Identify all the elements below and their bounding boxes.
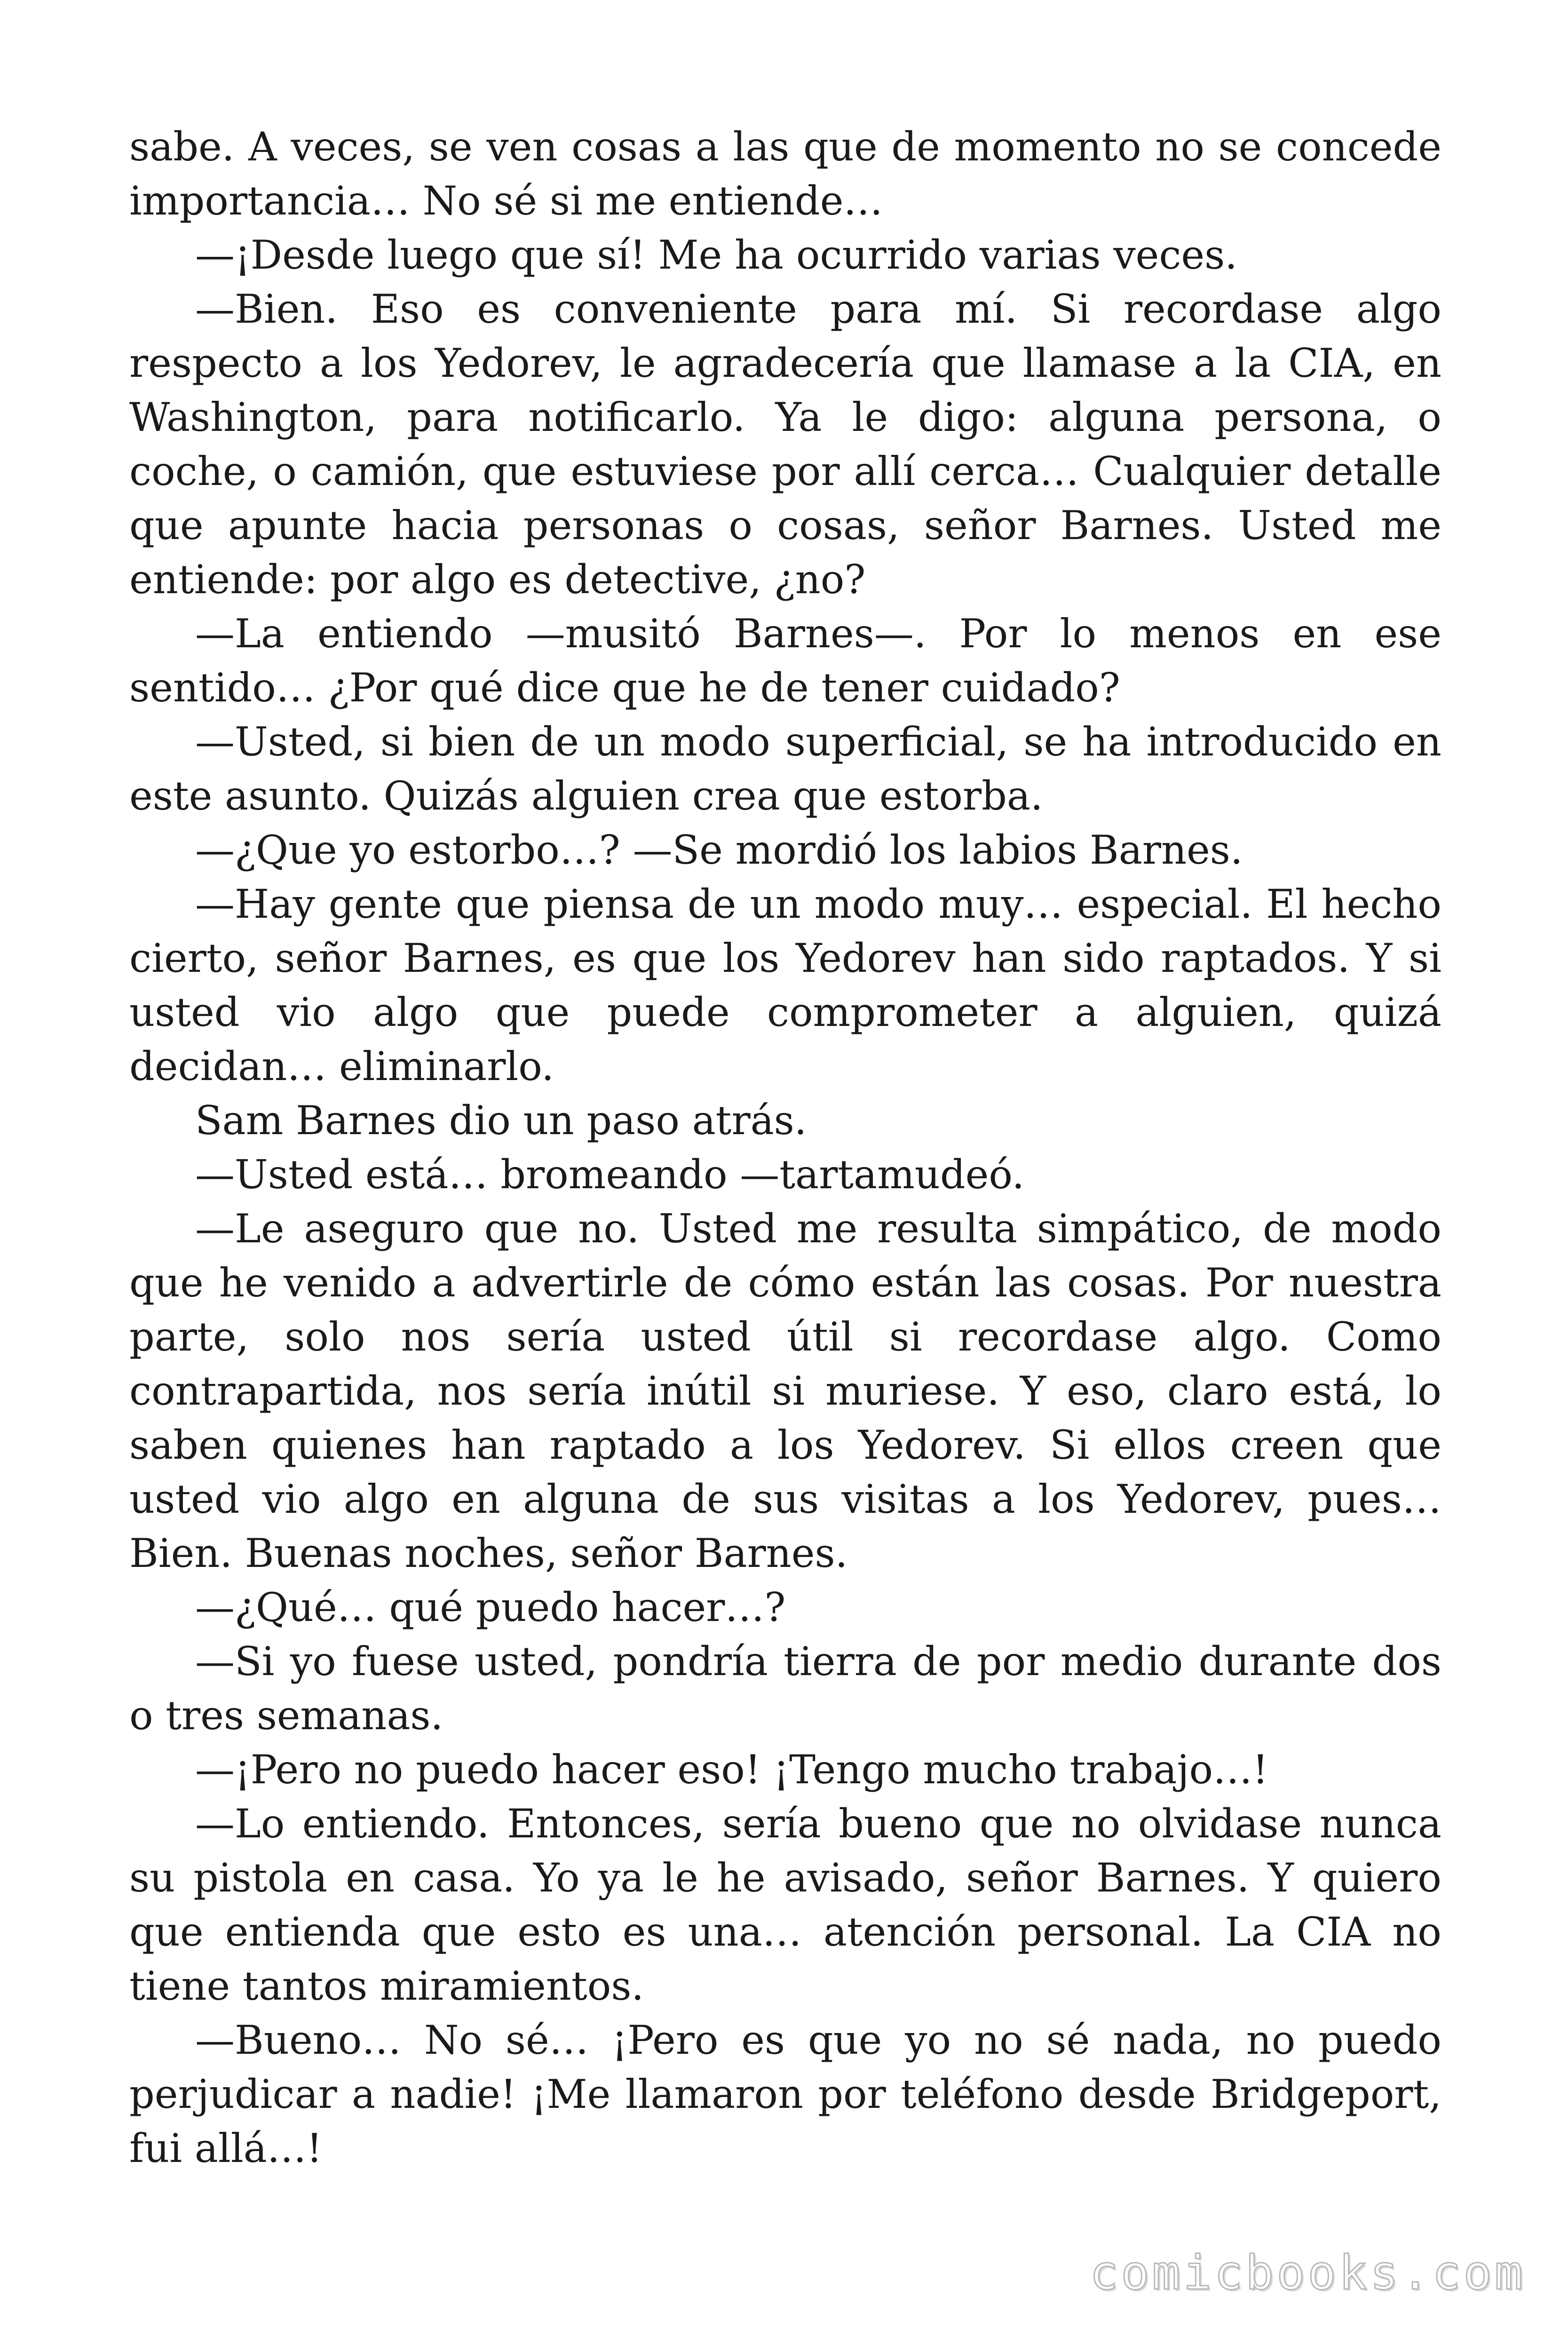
paragraph-12: —Si yo fuese usted, pondría tierra de por medio durante dos o tres semanas. xyxy=(129,1638,1441,1739)
paragraph-7: —Hay gente que piensa de un modo muy… especial. El hecho cierto, señor Barnes, es que los Yedorev han sido raptados. Y si usted vio algo que puede comprometer a alguien, quizá decidan… eliminarlo. xyxy=(129,881,1441,1089)
watermark: comicbooks.com xyxy=(1090,2245,1526,2300)
page-body xyxy=(129,120,1441,2176)
paragraph-1: sabe. A veces, se ven cosas a las que de momento no se concede importancia… No sé si me entiende… xyxy=(129,124,1441,224)
paragraph-14: —Lo entiendo. Entonces, sería bueno que no olvidase nunca su pistola en casa. Yo ya le he avisado, señor Barnes. Y quiero que entienda que esto es una… atención personal. La CIA no tiene tantos miramientos. xyxy=(129,1801,1441,2009)
paragraph-2: —¡Desde luego que sí! Me ha ocurrido varias veces. xyxy=(195,232,1237,278)
paragraph-9: —Usted está… bromeando —tartamudeó. xyxy=(195,1152,1025,1198)
paragraph-3: —Bien. Eso es conveniente para mí. Si recordase algo respecto a los Yedorev, le agradecería que llamase a la CIA, en Washington, para notificarlo. Ya le digo: alguna persona, o coche, o camión, que estuviese por allí cerca… Cualquier detalle que apunte hacia personas o cosas, señor Barnes. Usted me entiende: por algo es detective, ¿no? xyxy=(129,286,1441,603)
paragraph-13: —¡Pero no puedo hacer eso! ¡Tengo mucho trabajo…! xyxy=(195,1747,1268,1793)
paragraph-8: Sam Barnes dio un paso atrás. xyxy=(195,1097,807,1144)
paragraph-15: —Bueno… No sé… ¡Pero es que yo no sé nada, no puedo perjudicar a nadie! ¡Me llamaron por teléfono desde Bridgeport, fui allá…! xyxy=(129,2017,1441,2171)
paragraph-4: —La entiendo —musitó Barnes—. Por lo menos en ese sentido… ¿Por qué dice que he de tener cuidado? xyxy=(129,611,1441,711)
paragraph-11: —¿Qué… qué puedo hacer…? xyxy=(195,1584,786,1630)
paragraph-5: —Usted, si bien de un modo superficial, se ha introducido en este asunto. Quizás alguien crea que estorba. xyxy=(129,719,1441,819)
paragraph-10: —Le aseguro que no. Usted me resulta simpático, de modo que he venido a advertirle de cómo están las cosas. Por nuestra parte, solo nos sería usted útil si recordase algo. Como contrapartida, nos sería inútil si muriese. Y eso, claro está, lo saben quienes han raptado a los Yedorev. Si ellos creen que usted vio algo en alguna de sus visitas a los Yedorev, pues… Bien. Buenas noches, señor Barnes. xyxy=(129,1206,1441,1576)
paragraph-6: —¿Que yo estorbo…? —Se mordió los labios Barnes. xyxy=(195,827,1243,873)
